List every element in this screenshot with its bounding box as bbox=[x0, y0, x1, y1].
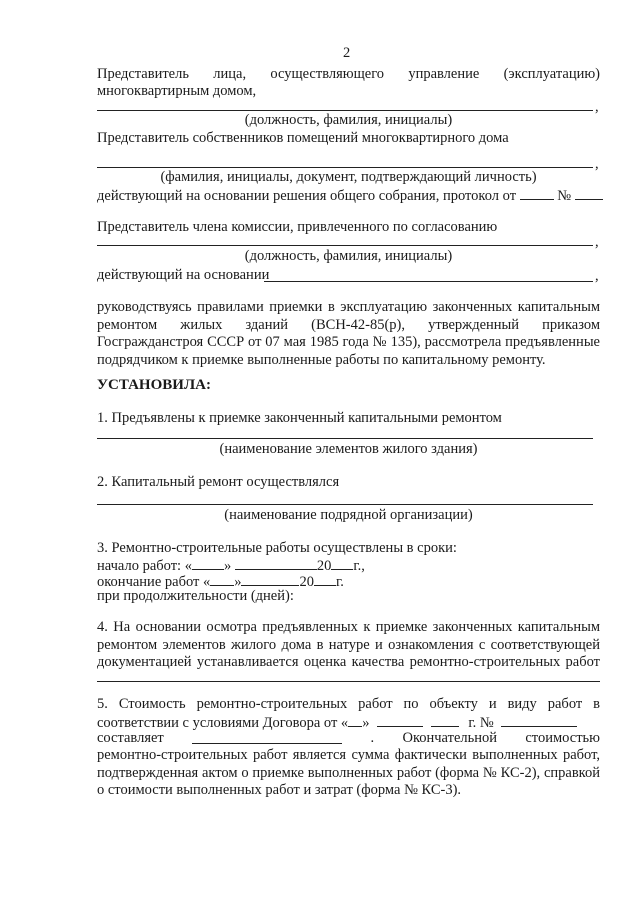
amount-label: составляет bbox=[97, 730, 164, 746]
contract-month-blank bbox=[377, 713, 423, 727]
comma: , bbox=[595, 156, 599, 172]
rep-owners-blank-line bbox=[97, 167, 593, 168]
word: стоимостью bbox=[525, 730, 600, 746]
rep-owners-label: Представитель собственников помещений многоквартирного дома bbox=[97, 130, 509, 146]
item5-line1 bbox=[97, 696, 600, 713]
item4-blank-line bbox=[97, 681, 600, 682]
item1-caption: (наименование элементов жилого здания) bbox=[219, 441, 478, 457]
start-month-blank bbox=[235, 556, 317, 570]
end-label: окончание работ « bbox=[97, 574, 211, 590]
word: Окончательной bbox=[402, 730, 498, 746]
section-heading: УСТАНОВИЛА: bbox=[97, 377, 211, 393]
end-year-blank bbox=[314, 572, 336, 586]
contract-number-label: г. № bbox=[468, 715, 494, 731]
rep-commission-basis-label: действующий на основании bbox=[97, 267, 270, 283]
word: управление bbox=[408, 66, 480, 82]
item2-text: 2. Капитальный ремонт осуществлялся bbox=[97, 474, 340, 490]
protocol-number-blank bbox=[575, 186, 603, 200]
comma: , bbox=[595, 268, 599, 284]
rep-manager-blank-line bbox=[97, 110, 593, 111]
quote-close: » bbox=[223, 558, 232, 574]
item1-text: 1. Предъявлены к приемке законченный капитальными ремонтом bbox=[97, 410, 502, 426]
end-month-blank bbox=[241, 572, 299, 586]
contract-number-blank bbox=[501, 713, 577, 727]
page-number: 2 bbox=[343, 45, 351, 61]
word: (эксплуатацию) bbox=[503, 66, 600, 82]
comma: , bbox=[595, 234, 599, 250]
rep-manager-label-line2: многоквартирным домом, bbox=[97, 83, 257, 99]
rep-commission-caption: (должность, фамилия, инициалы) bbox=[244, 248, 453, 264]
item4-paragraph: 4. На основании осмотра предъявленных к приемке законченных капитальным ремонтом элементов жилого дома в натуре и ознакомления с соответствующей документацией устанавливается оценка качества ремонтно-строительных работ bbox=[97, 619, 600, 670]
quote-close: » bbox=[362, 715, 370, 731]
period: . bbox=[370, 730, 375, 746]
word: осуществляющего bbox=[270, 66, 385, 82]
rep-manager-label-line1 bbox=[97, 66, 600, 83]
rep-owners-basis bbox=[97, 186, 603, 205]
year-suffix: г., bbox=[353, 558, 365, 574]
item5-rest: ремонтно-строительных работ является сумма фактически выполненных работ, подтвержденная актом о приемке выполненных работ (форма № КС-2), справкой о стоимости выполненных работ и затрат (форма № КС-3). bbox=[97, 747, 600, 798]
item1-blank-line bbox=[97, 438, 593, 439]
end-day-blank bbox=[210, 572, 234, 586]
protocol-date-blank bbox=[520, 186, 554, 200]
year-prefix: 20 bbox=[316, 558, 332, 574]
rep-owners-caption: (фамилия, инициалы, документ, подтверждающий личность) bbox=[160, 169, 537, 185]
start-year-blank bbox=[331, 556, 353, 570]
item5-line1-text: 5. Стоимость ремонтно-строительных работ по объекту и виду работ в bbox=[97, 696, 600, 712]
word: лица, bbox=[213, 66, 247, 82]
item2-blank-line bbox=[97, 504, 593, 505]
item3-duration: при продолжительности (дней): bbox=[97, 588, 294, 604]
contract-year-blank bbox=[431, 713, 459, 727]
number-sign: № bbox=[557, 188, 572, 204]
rep-commission-label: Представитель члена комиссии, привлеченного по согласованию bbox=[97, 219, 498, 235]
item2-caption: (наименование подрядной организации) bbox=[224, 507, 473, 523]
comma: , bbox=[595, 99, 599, 115]
rep-commission-blank-line bbox=[97, 245, 593, 246]
guiding-paragraph: руководствуясь правилами приемки в эксплуатацию законченных капитальным ремонтом жилых зданий (ВСН-42-85(р), утвержденный приказом Госгражданстроя СССР от 07 мая 1985 года № 135), рассмотрела предъявленные подрядчиком к приемке выполненные работы по капитальному ремонту. bbox=[97, 299, 600, 368]
start-label: начало работ: « bbox=[97, 558, 192, 574]
start-day-blank bbox=[192, 556, 224, 570]
rep-commission-basis-blank bbox=[264, 281, 593, 282]
contract-day-blank bbox=[348, 713, 362, 727]
year-prefix: 20 bbox=[299, 574, 314, 590]
item5-line3 bbox=[97, 730, 600, 747]
rep-owners-basis-text: действующий на основании решения общего собрания, протокол от bbox=[97, 188, 517, 204]
amount-blank bbox=[192, 730, 342, 744]
word: Представитель bbox=[97, 66, 189, 82]
contract-text: соответствии с условиями Договора от « bbox=[97, 715, 349, 731]
quote-close: » bbox=[234, 574, 242, 590]
year-suffix: г. bbox=[335, 574, 344, 590]
rep-manager-caption: (должность, фамилия, инициалы) bbox=[244, 112, 453, 128]
item3-text: 3. Ремонтно-строительные работы осуществлены в сроки: bbox=[97, 540, 457, 556]
